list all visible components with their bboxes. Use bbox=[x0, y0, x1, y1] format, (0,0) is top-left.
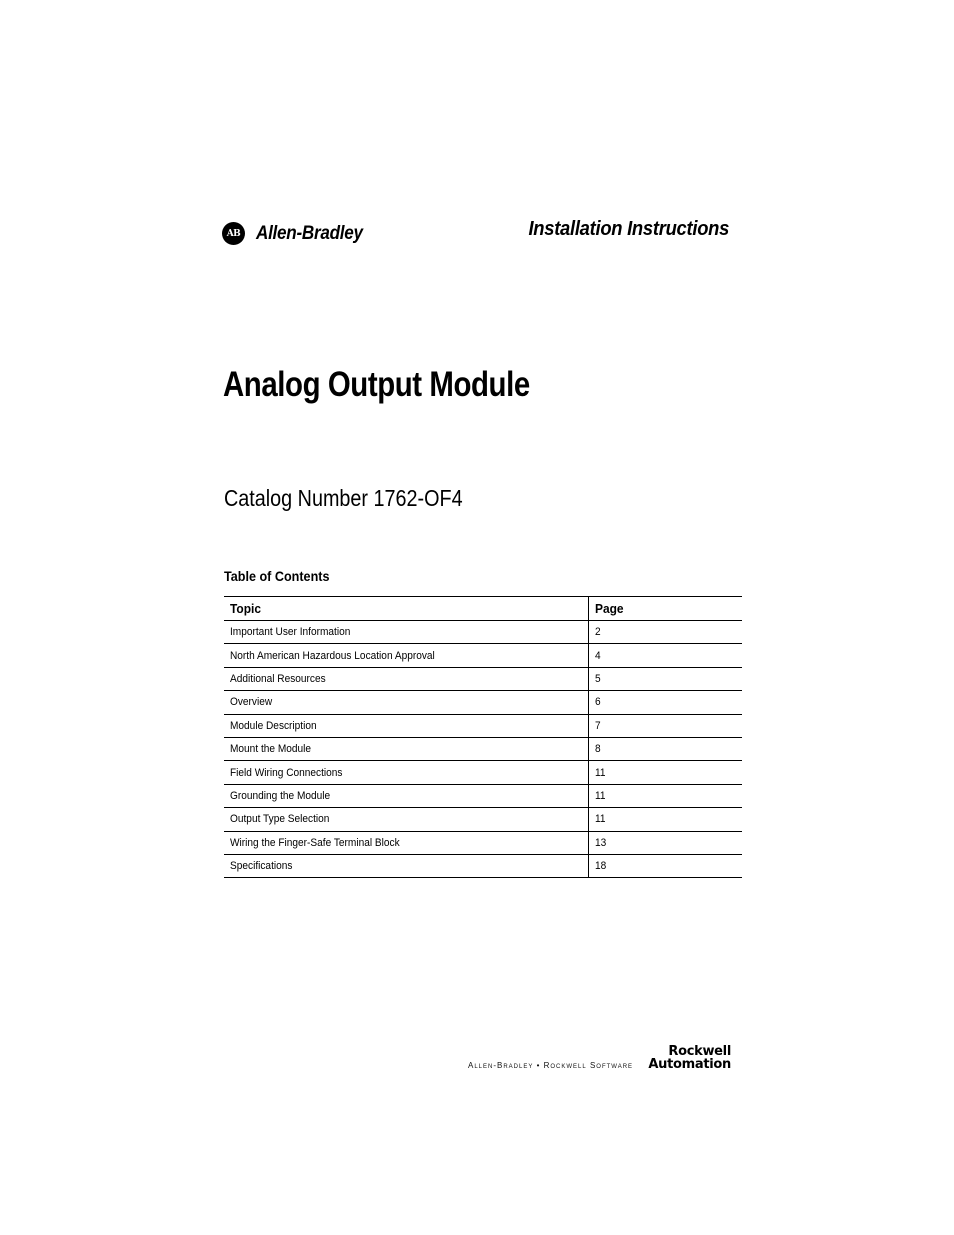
toc-topic-cell: Overview bbox=[224, 691, 589, 714]
toc-table bbox=[224, 596, 742, 878]
toc-page-cell: 5 bbox=[595, 672, 601, 685]
rockwell-automation-logo bbox=[648, 1045, 731, 1071]
document-title: Analog Output Module bbox=[223, 365, 530, 404]
toc-body bbox=[224, 621, 742, 878]
toc-header-row bbox=[224, 597, 742, 621]
logo-mark: AB bbox=[226, 228, 241, 239]
table-row bbox=[224, 737, 742, 760]
table-row bbox=[224, 621, 742, 644]
toc-topic-cell: Mount the Module bbox=[224, 737, 589, 760]
brand-name: Allen-Bradley bbox=[256, 223, 363, 244]
toc-page-cell: 8 bbox=[595, 743, 601, 756]
toc-page-cell: 11 bbox=[595, 766, 606, 779]
table-row bbox=[224, 714, 742, 737]
allen-bradley-logo-icon bbox=[222, 222, 245, 245]
toc-topic-cell: North American Hazardous Location Approval bbox=[224, 644, 589, 667]
table-row bbox=[224, 667, 742, 690]
table-row bbox=[224, 644, 742, 667]
toc-topic-cell: Additional Resources bbox=[224, 667, 589, 690]
toc-topic-cell: Wiring the Finger-Safe Terminal Block bbox=[224, 831, 589, 854]
toc-topic-cell: Grounding the Module bbox=[224, 784, 589, 807]
toc-page-cell: 6 bbox=[595, 696, 601, 709]
logo-line-automation: Automation bbox=[648, 1057, 731, 1072]
logo-line-rockwell: Rockwell bbox=[668, 1044, 731, 1059]
toc-topic-cell: Module Description bbox=[224, 714, 589, 737]
toc-topic-cell: Specifications bbox=[224, 854, 589, 877]
table-row bbox=[224, 761, 742, 784]
toc-page-cell: 7 bbox=[595, 719, 601, 732]
catalog-number: Catalog Number 1762-OF4 bbox=[224, 485, 463, 511]
column-header-topic: Topic bbox=[224, 597, 589, 621]
toc-topic-cell: Field Wiring Connections bbox=[224, 761, 589, 784]
toc-page-cell: 13 bbox=[595, 836, 607, 849]
toc-topic-cell: Output Type Selection bbox=[224, 808, 589, 831]
toc-heading: Table of Contents bbox=[224, 568, 330, 584]
table-row bbox=[224, 691, 742, 714]
toc-page-cell: 18 bbox=[595, 860, 607, 873]
document-type: Installation Instructions bbox=[528, 218, 729, 240]
toc-topic-cell: Important User Information bbox=[224, 621, 589, 644]
column-header-page: Page bbox=[595, 601, 624, 616]
toc-page-cell: 2 bbox=[595, 626, 601, 639]
table-row bbox=[224, 808, 742, 831]
toc-page-cell: 11 bbox=[595, 789, 606, 802]
table-row bbox=[224, 854, 742, 877]
toc-page-cell: 11 bbox=[595, 813, 606, 826]
table-row bbox=[224, 784, 742, 807]
footer-brands-line: Allen-Bradley • Rockwell Software bbox=[468, 1061, 634, 1070]
table-row bbox=[224, 831, 742, 854]
toc-page-cell: 4 bbox=[595, 649, 601, 662]
